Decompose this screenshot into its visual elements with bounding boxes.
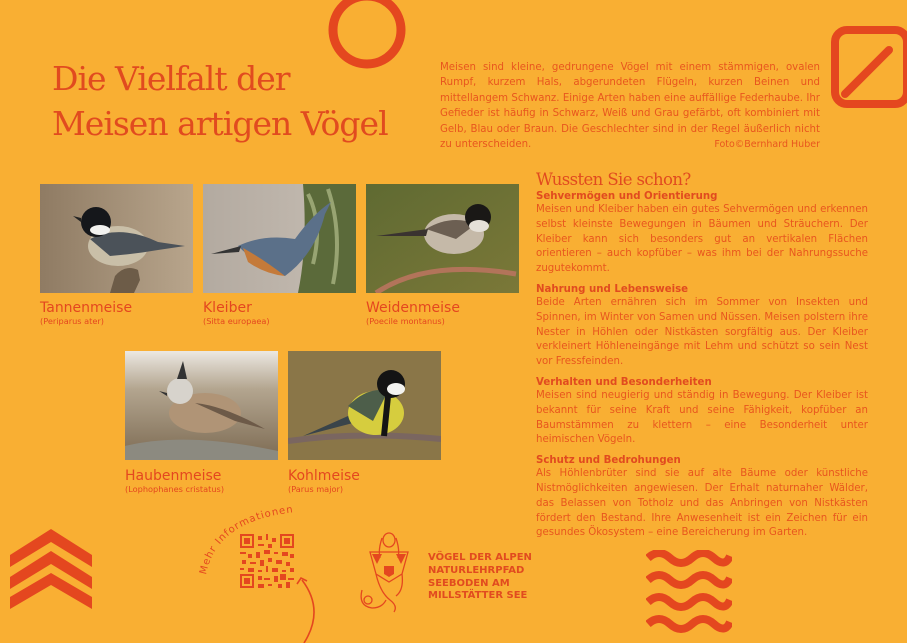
logo-line-1: VÖGEL DER ALPEN	[428, 552, 532, 563]
bird-label-kleiber	[203, 300, 270, 327]
bird-latin: (Poecile montanus)	[366, 316, 445, 326]
bird-name: Weidenmeise	[366, 300, 460, 316]
intro-paragraph	[440, 60, 820, 152]
info-panel	[536, 170, 868, 547]
bird-label-kohlmeise	[288, 468, 360, 495]
bird-latin: (Sitta europaea)	[203, 316, 270, 326]
section-title: Sehvermögen und Orientierung	[536, 191, 718, 202]
arrow-to-qr-icon	[290, 570, 330, 643]
section-title: Schutz und Bedrohungen	[536, 455, 681, 467]
photo-kleiber	[203, 184, 356, 293]
logo-line-3: SEEBODEN AM	[428, 577, 510, 589]
photo-weidenmeise	[366, 184, 519, 293]
logo-line-4: MILLSTÄTTER SEE	[428, 590, 528, 602]
bird-latin: (Parus major)	[288, 484, 344, 494]
section-text: Meisen und Kleiber haben ein gutes Sehvermögen und erkennen selbst kleinste Bewegungen in Bäumen und Sträuchern. Der Kleiber kann sich besonders gut an vertikalen Flächen orientieren – auch kopfüber – was ihm bei der Nahrungssuche zugutekommt.	[536, 204, 868, 275]
square-slash-icon	[829, 22, 907, 108]
mermaid-crest-icon	[356, 530, 422, 614]
bird-latin: (Lophophanes cristatus)	[125, 484, 225, 494]
waves-icon	[646, 550, 732, 634]
bird-label-haubenmeise	[125, 468, 224, 495]
svg-text:Mehr Informationen: Mehr Informationen	[198, 504, 295, 576]
intro-text: Meisen sind kleine, gedrungene Vögel mit einem stämmigen, ovalen Rumpf, kurzem Hals, abgerundeten Flügeln, kurzen Beinen und mittellangem Schwanz. Einige Arten haben eine auffällige Federhaube. Ihr Gefieder ist häufig in Schwarz, Weiß und Grau gefärbt, oft kombiniert mit Gelb, Blau oder Braun. Die Geschlechter sind in der Regel äußerlich nicht zu unterscheiden.	[440, 62, 820, 151]
section-text: Meisen sind neugierig und ständig in Bewegung. Der Kleiber ist bekannt für seine Kraft und seine Fähigkeit, kopfüber an Baumstämmen zu klettern – eine Besonderheit unter heimischen Vögeln.	[536, 389, 868, 446]
qr-code[interactable]	[240, 534, 294, 588]
bird-name: Haubenmeise	[125, 468, 222, 484]
section-title: Verhalten und Besonderheiten	[536, 376, 712, 388]
chevrons-up-icon	[10, 525, 92, 609]
bird-name: Kohlmeise	[288, 468, 360, 484]
title-line-2: Meisen artigen Vögel	[52, 104, 388, 143]
info-heading: Wussten Sie schon?	[536, 170, 691, 189]
photo-credit: Foto©Bernhard Huber	[714, 139, 820, 151]
page-title	[52, 56, 388, 146]
logo-line-2: NATURLEHRPFAD	[428, 564, 525, 576]
photo-haubenmeise	[125, 351, 278, 460]
section-title: Nahrung und Lebensweise	[536, 283, 689, 295]
logo-text	[428, 552, 532, 603]
bird-label-tannenmeise	[40, 300, 132, 327]
bird-name: Kleiber	[203, 300, 252, 316]
title-line-1: Die Vielfalt der	[52, 59, 290, 98]
photo-tannenmeise	[40, 184, 193, 293]
bird-name: Tannenmeise	[40, 300, 133, 316]
section-text: Beide Arten ernähren sich im Sommer von Insekten und Spinnen, im Winter von Samen und Nüssen. Meisen polstern ihre Nester in Höhlen oder Nistkästen sorgfältig aus. Der Kleiber verkleinert Höhleneingänge mit Lehm und schützt so sein Nest vor Fressfeinden.	[536, 296, 868, 368]
photo-kohlmeise	[288, 351, 441, 460]
bird-latin: (Periparus ater)	[40, 316, 104, 326]
section-text: Als Höhlenbrüter sind sie auf alte Bäume oder künstliche Nistmöglichkeiten angewiesen. Der Erhalt naturnaher Wälder, das Belassen von Totholz und das Anbringen von Nistkästen fördert den Bestand. Ihre Anwesenheit ist ein Zeichen für ein gesundes Ökosystem – eine Bereicherung im Garten.	[536, 468, 868, 539]
bird-label-weidenmeise	[366, 300, 460, 327]
